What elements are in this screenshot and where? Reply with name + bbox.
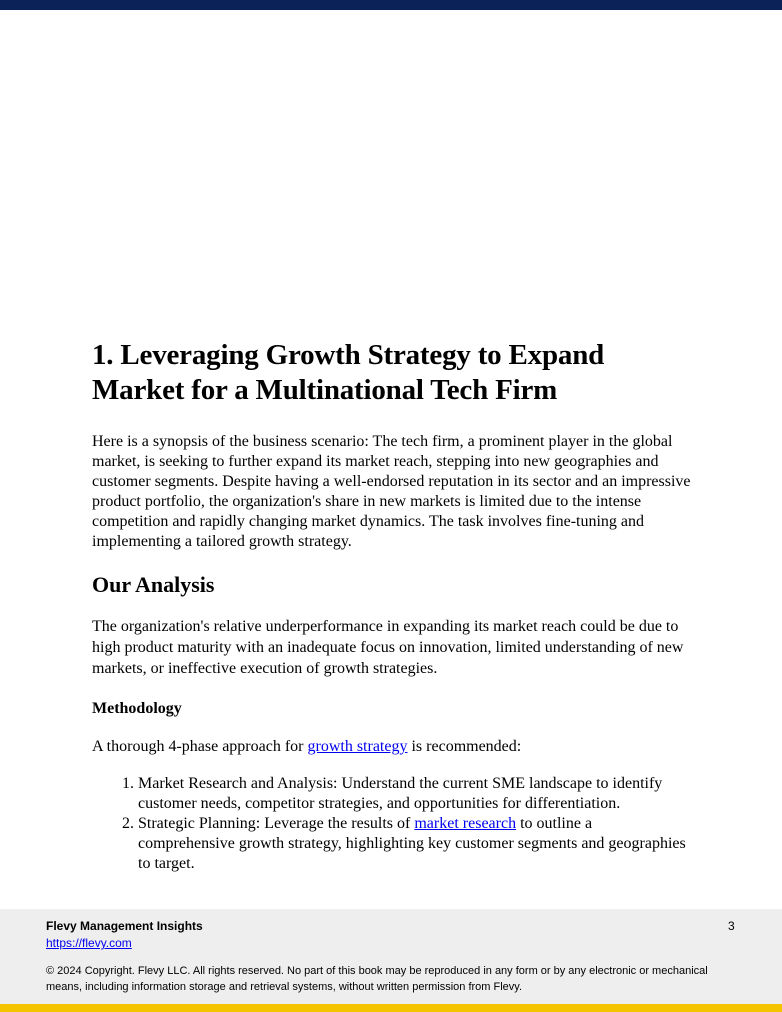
market-research-link[interactable]: market research [414, 815, 517, 832]
page-footer [0, 909, 782, 1004]
growth-strategy-link[interactable]: growth strategy [307, 738, 408, 755]
article-body [92, 338, 692, 874]
bottom-brand-bar [0, 1004, 782, 1012]
article-title: 1. Leveraging Growth Strategy to Expand Market for a Multinational Tech Firm [92, 339, 605, 406]
copyright-notice: © 2024 Copyright. Flevy LLC. All rights reserved. No part of this book may be reproduced in any form or by any electronic or mechanical means, including information storage and retrieval systems, without written permission from Flevy. [46, 965, 708, 993]
synopsis-paragraph: Here is a synopsis of the business scenario: The tech firm, a prominent player in the global market, is seeking to further expand its market reach, stepping into new geographies and customer segments. Despite having a well-endorsed reputation in its sector and an impressive product portfolio, the organization's share in new markets is limited due to the intense competition and rapidly changing market dynamics. The task involves fine-tuning and implementing a tailored growth strategy. [92, 433, 691, 550]
page-number: 3 [728, 919, 735, 933]
footer-brand: Flevy Management Insights [46, 919, 203, 933]
analysis-heading: Our Analysis [92, 572, 215, 597]
footer-website-link[interactable]: https://flevy.com [46, 936, 132, 950]
methodology-steps-list [92, 774, 692, 874]
list-item [138, 814, 692, 874]
list-item: 1. Market Research and Analysis: Understand the current SME landscape to identify customer needs, competitor strategies, and opportunities for differentiation. [138, 774, 692, 814]
approach-paragraph [92, 737, 692, 757]
step-text-after: to outline a comprehensive growth strategy, highlighting key customer segments and geographies to target. [138, 815, 686, 872]
methodology-heading: Methodology [92, 700, 182, 717]
analysis-paragraph: The organization's relative underperformance in expanding its market reach could be due to high product maturity with an inadequate focus on innovation, limited understanding of new markets, or ineffective execution of growth strategies. [92, 618, 684, 677]
step-text-before: Strategic Planning: Leverage the results of [138, 815, 415, 832]
approach-text-before: A thorough 4-phase approach for [92, 738, 308, 755]
top-brand-bar [0, 0, 782, 10]
approach-text-after: is recommended: [407, 738, 522, 755]
